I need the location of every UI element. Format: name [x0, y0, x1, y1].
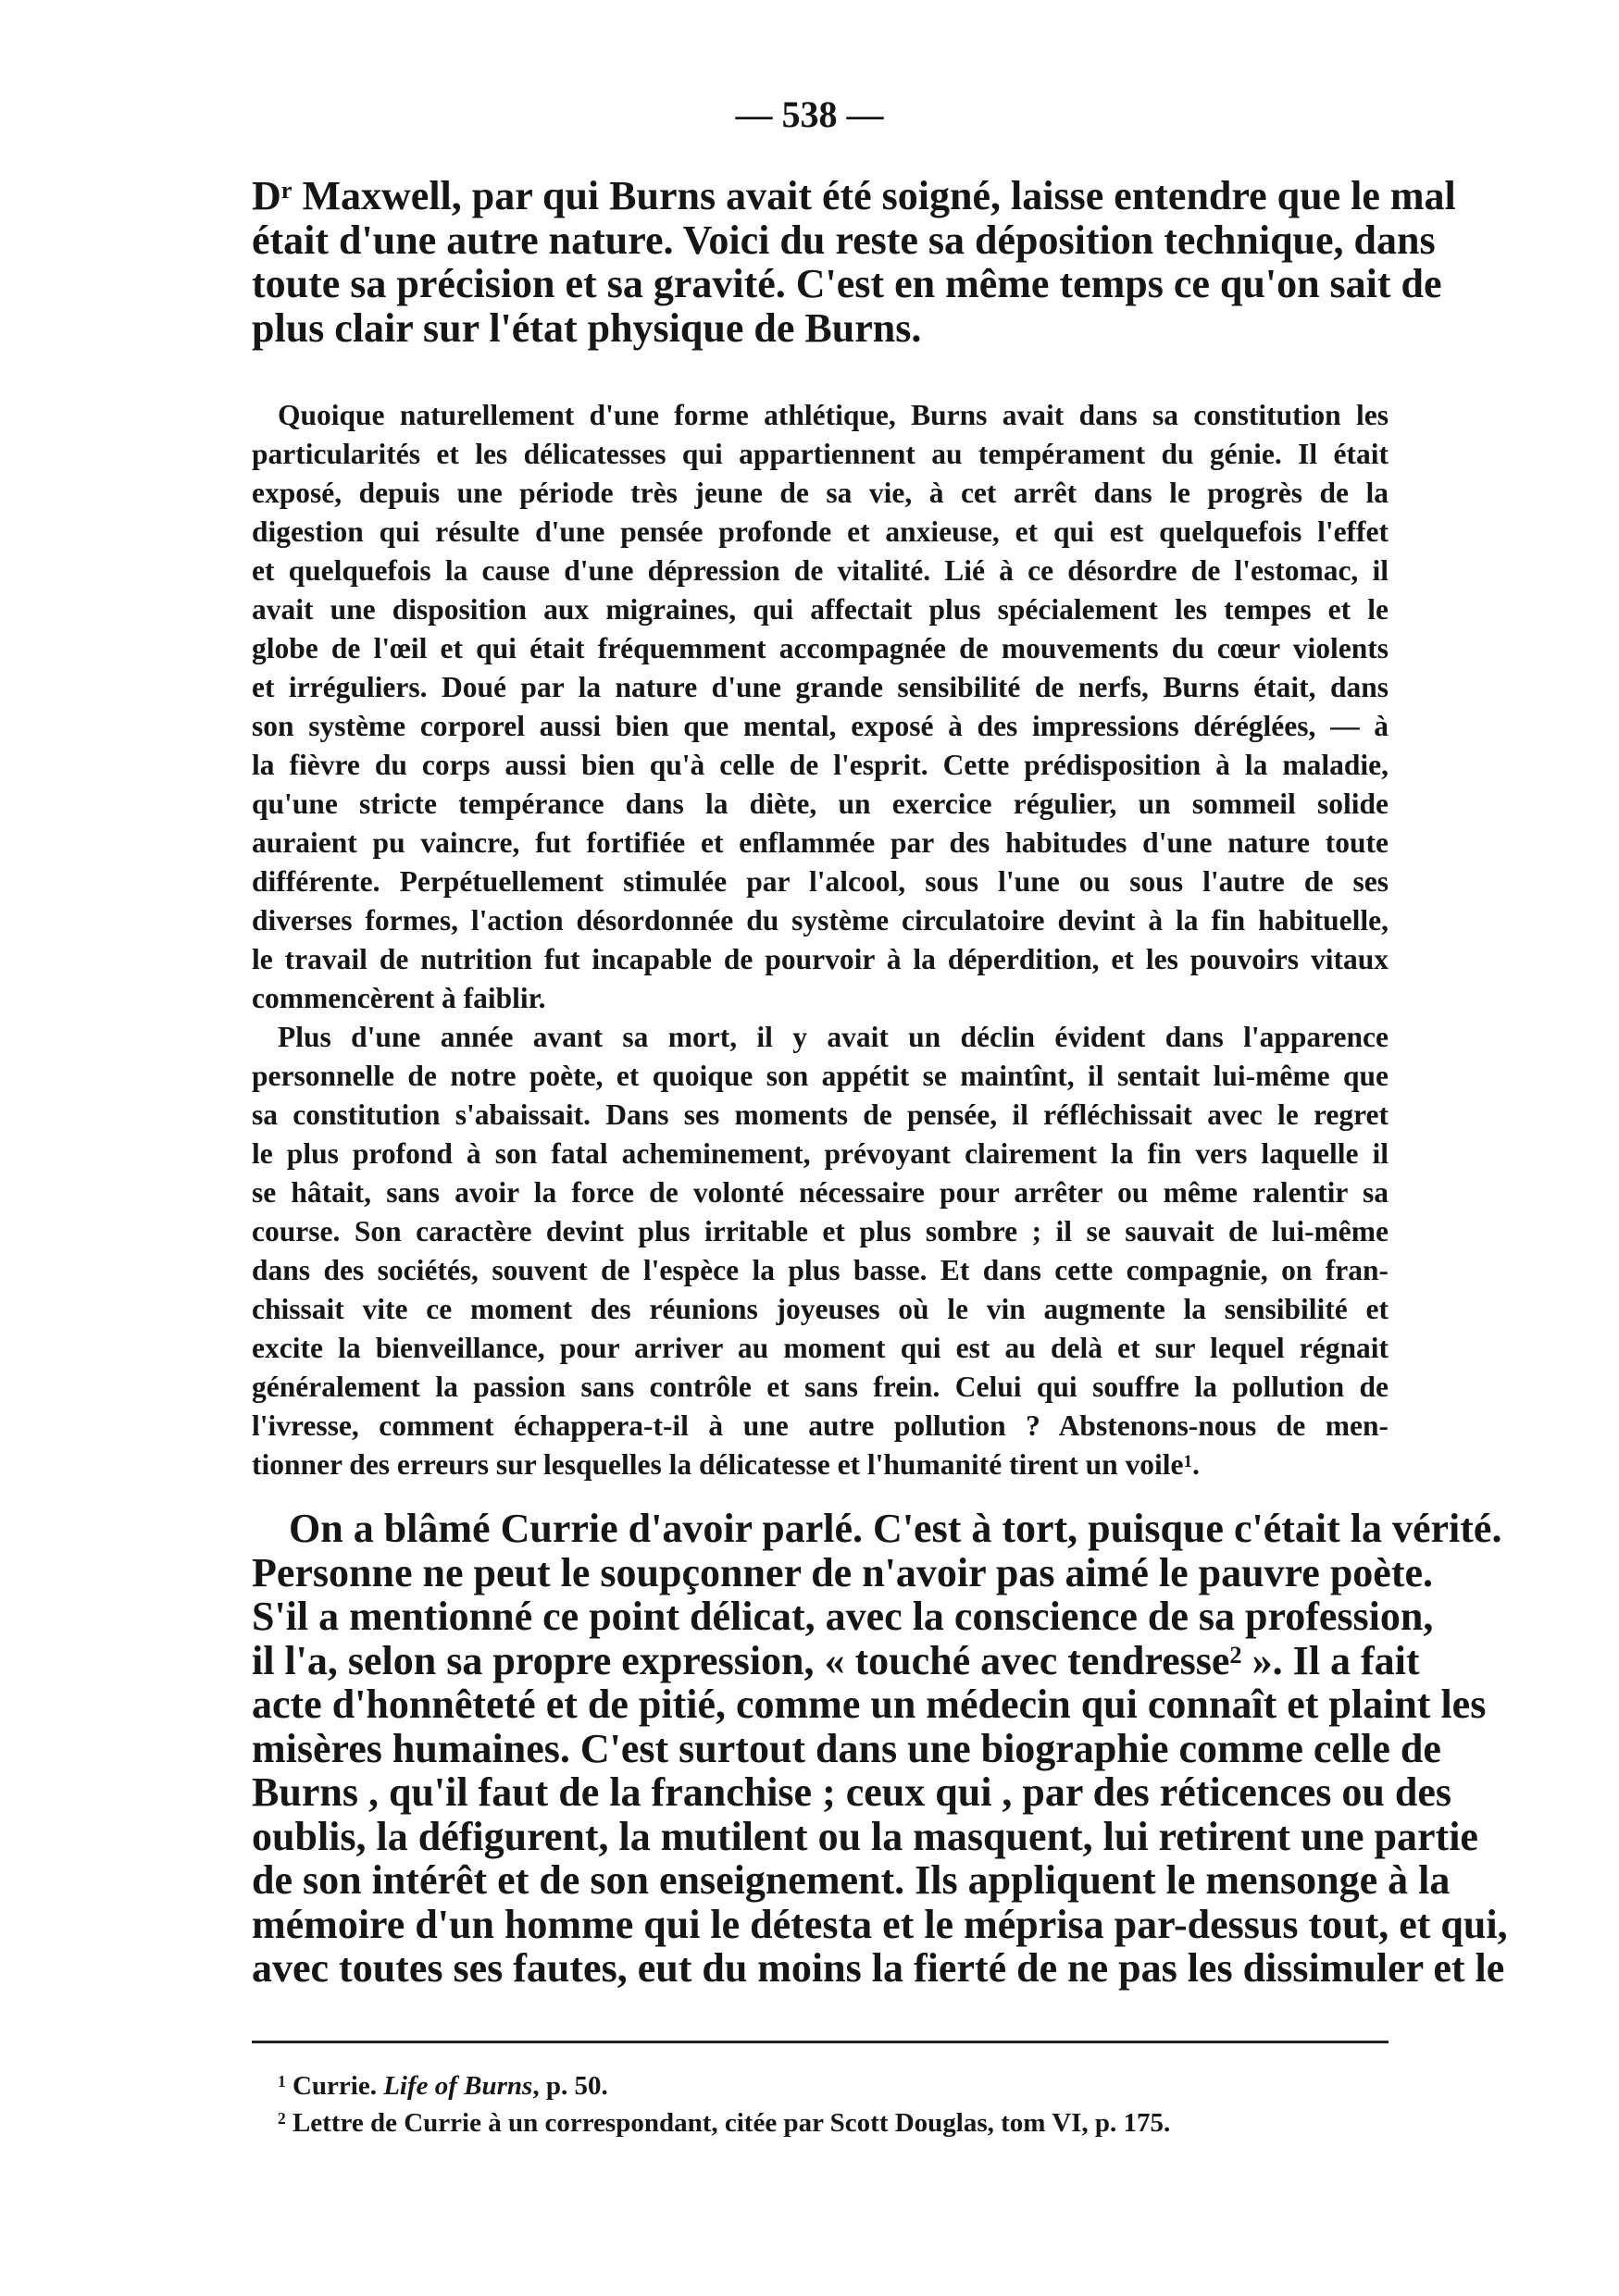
text-line: Burns , qu'il faut de la franchise ; ceux qui , par des réticences ou des: [252, 1769, 1452, 1815]
text-line: plus clair sur l'état physique de Burns.: [252, 304, 922, 351]
text-line: la fièvre du corps aussi bien qu'à celle de l'esprit. Cette prédisposition à la maladie,: [252, 749, 1389, 781]
intro-paragraph: [252, 173, 1456, 351]
text-line: et quelquefois la cause d'une dépression de vitalité. Lié à ce désordre de l'estomac, il: [252, 554, 1389, 587]
text-line: et irréguliers. Doué par la nature d'une grande sensibilité de nerfs, Burns était, dans: [252, 671, 1389, 703]
text-line: oublis, la défigurent, la mutilent ou la masquent, lui retirent une partie: [252, 1813, 1478, 1859]
text-line: exposé, depuis une période très jeune de sa vie, à cet arrêt dans le progrès de la: [252, 477, 1389, 509]
text-line: digestion qui résulte d'une pensée profonde et anxieuse, et qui est quelquefois l'effet: [252, 515, 1389, 548]
text-line: avec toutes ses fautes, eut du moins la fierté de ne pas les dissimuler et le: [252, 1945, 1505, 1991]
text-line: $D^r$ Maxwell, par qui Burns avait été soigné, laisse entendre que le mal: [252, 173, 1456, 218]
text-line: son système corporel aussi bien que mental, exposé à des impressions déréglées, — à: [252, 710, 1389, 742]
text-line: l'ivresse, comment échappera-t-il à une autre pollution ? Abstenons-nous de men-: [252, 1409, 1389, 1442]
text-line: se hâtait, sans avoir la force de volonté nécessaire pour arrêter ou même ralentir sa: [252, 1176, 1389, 1209]
footnotes: [278, 2067, 1170, 2141]
text-line: S'il a mentionné ce point délicat, avec la conscience de sa profession,: [252, 1594, 1434, 1639]
text-line: le plus profond à son fatal acheminement, prévoyant clairement la fin vers laquelle il: [252, 1137, 1389, 1170]
text-line: dans des sociétés, souvent de l'espèce la plus basse. Et dans cette compagnie, on fran-: [252, 1254, 1389, 1286]
text-line: On a blâmé Currie d'avoir parlé. C'est à tort, puisque c'était la vérité.: [289, 1506, 1502, 1551]
text-line: mémoire d'un homme qui le détesta et le méprisa par-dessus tout, et qui,: [252, 1901, 1508, 1947]
text-line: avait une disposition aux migraines, qui affectait plus spécialement les tempes et le: [252, 593, 1389, 626]
text-line: différente. Perpétuellement stimulée par l'alcool, sous l'une ou sous l'autre de ses: [252, 865, 1389, 898]
text-line: chissait vite ce moment des réunions joyeuses où le vin augmente la sensibilité et: [252, 1293, 1389, 1325]
text-line: misères humaines. C'est surtout dans une biographie comme celle de: [252, 1725, 1441, 1771]
text-line: de son intérêt et de son enseignement. Ils appliquent le mensonge à la: [252, 1857, 1451, 1903]
footnote: $^1$ Currie. Life of Burns, p. 50.: [278, 2071, 608, 2101]
text-line: Plus d'une année avant sa mort, il y avait un déclin évident dans l'apparence: [278, 1021, 1389, 1053]
deposition-quote: [252, 396, 1389, 1484]
text-line: toute sa précision et sa gravité. C'est en même temps ce qu'on sait de: [252, 261, 1442, 306]
text-line: était d'une autre nature. Voici du reste sa déposition technique, dans: [252, 217, 1436, 263]
text-line: diverses formes, l'action désordonnée du système circulatoire devint à la fin habituelle,: [252, 904, 1389, 937]
footnote-divider: [252, 2041, 1389, 2043]
text-line: Personne ne peut le soupçonner de n'avoir pas aimé le pauvre poète.: [252, 1549, 1433, 1595]
text-line: auraient pu vaincre, fut fortifiée et enflammée par des habitudes d'une nature toute: [252, 826, 1389, 859]
footnote: $^2$ Lettre de Currie à un correspondant, citée par Scott Douglas, tom VI, p. 175.: [278, 2108, 1171, 2138]
text-line: particularités et les délicatesses qui appartiennent au tempérament du génie. Il était: [252, 438, 1389, 470]
text-line: qu'une stricte tempérance dans la diète, un exercice régulier, un sommeil solide: [252, 788, 1389, 820]
text-line: personnelle de notre poète, et quoique son appétit se maintînt, il sentait lui-même que: [252, 1060, 1389, 1092]
text-line: généralement la passion sans contrôle et sans frein. Celui qui souffre la pollution de: [252, 1371, 1389, 1403]
text-line: globe de l'œil et qui était fréquemment accompagnée de mouvements du cœur violents: [252, 632, 1389, 664]
text-line: course. Son caractère devint plus irritable et plus sombre ; il se sauvait de lui-même: [252, 1215, 1389, 1247]
text-line: sa constitution s'abaissait. Dans ses moments de pensée, il réfléchissait avec le regret: [252, 1098, 1389, 1131]
page-number: — 538 —: [735, 93, 884, 135]
text-line: tionner des erreurs sur lesquelles la délicatesse et l'humanité tirent un voile$^1$.: [252, 1448, 1200, 1481]
text-line: acte d'honnêteté et de pitié, comme un médecin qui connaît et plaint les: [252, 1682, 1487, 1727]
text-line: commencèrent à faiblir.: [252, 982, 546, 1014]
text-line: excite la bienveillance, pour arriver au moment qui est au delà et sur lequel régnait: [252, 1332, 1389, 1364]
text-line: il l'a, selon sa propre expression, « touché avec tendresse$^2$ ». Il a fait: [252, 1637, 1420, 1683]
commentary-paragraph: [252, 1506, 1508, 1991]
text-line: le travail de nutrition fut incapable de pourvoir à la déperdition, et les pouvoirs vitaux: [252, 943, 1389, 975]
text-line: Quoique naturellement d'une forme athlétique, Burns avait dans sa constitution les: [278, 399, 1389, 431]
